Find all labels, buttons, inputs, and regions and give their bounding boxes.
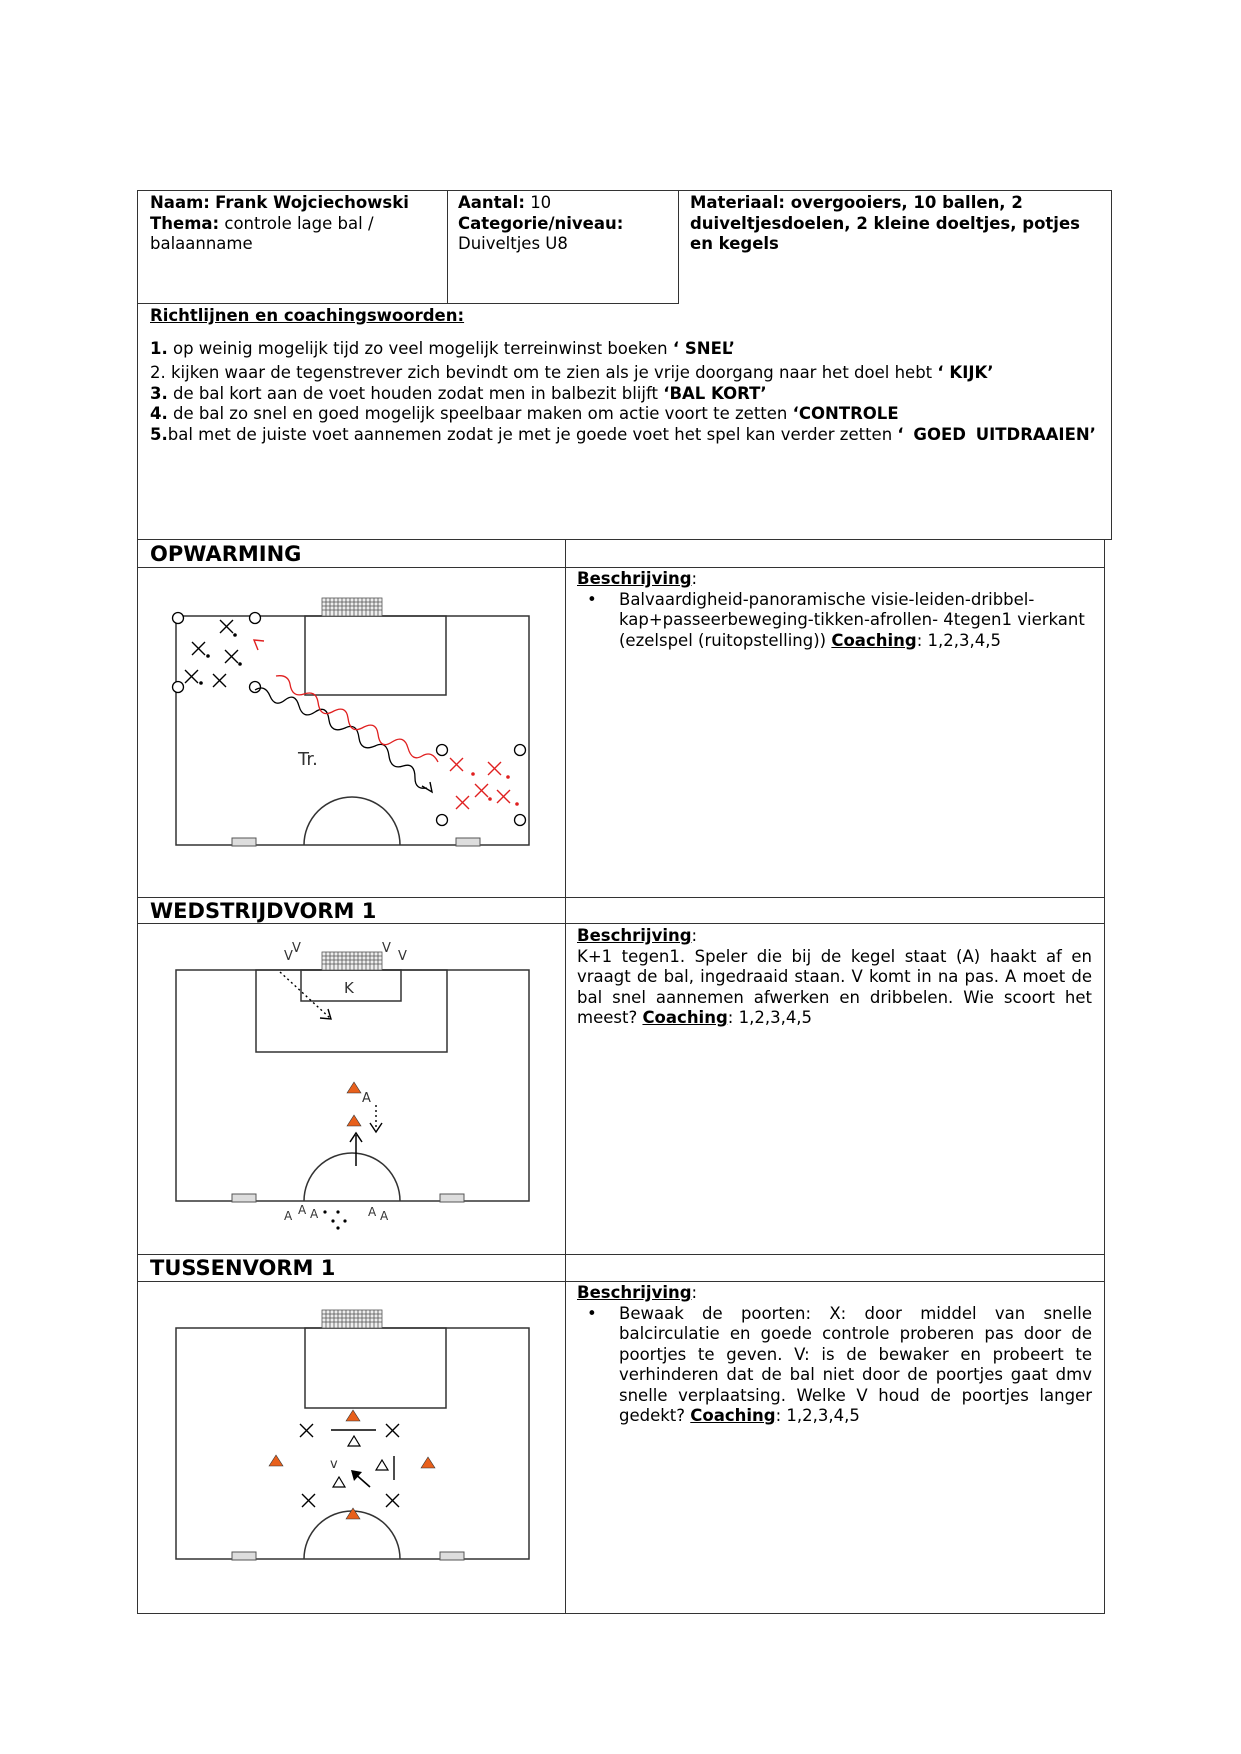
goal-icon [322, 1310, 382, 1328]
small-goal-left [232, 1552, 256, 1560]
categorie-label: Categorie/niveau: [458, 213, 624, 233]
cone-icon [173, 613, 184, 624]
svg-text:A: A [362, 1091, 371, 1106]
cone-icon [437, 815, 448, 826]
cone-icon [437, 745, 448, 756]
section-title-tussenvorm: TUSSENVORM 1 [150, 1256, 336, 1280]
small-goal-right [456, 838, 480, 846]
naam-value: Frank Wojciechowski [215, 193, 409, 212]
materiaal-text: Materiaal: overgooiers, 10 ballen, 2 duiveltjesdoelen, 2 kleine doeltjes, potjes en kegels [690, 193, 1080, 253]
player-x-icon [225, 650, 238, 663]
coaching-label: Coaching [642, 1008, 728, 1027]
player-x-icon [185, 670, 198, 683]
cone-icon [250, 682, 261, 693]
beschrijving-label: Beschrijving [577, 1283, 692, 1302]
small-goal-left [232, 838, 256, 846]
svg-text:A: A [298, 1203, 307, 1217]
pitch-outline [176, 616, 529, 845]
header-aantal-cell [458, 193, 673, 255]
defender-triangle-icon [333, 1477, 345, 1487]
center-circle [304, 1153, 400, 1201]
svg-text:V: V [284, 949, 293, 964]
defender-triangle-icon [348, 1436, 360, 1446]
thema-label: Thema: [150, 213, 220, 233]
svg-text:A: A [380, 1209, 389, 1223]
keeper-label: K [344, 979, 354, 997]
thema-value: controle lage bal / balaanname [150, 213, 374, 253]
goal-icon [322, 952, 382, 970]
beschrijving-label: Beschrijving [577, 926, 692, 945]
cone-marker-icon [347, 1115, 361, 1126]
tussenvorm-diagram [170, 1286, 540, 1586]
guidelines-title: Richtlijnen en coachingswoorden: [150, 306, 465, 325]
guideline-2: 2. kijken waar de tegenstrever zich bevindt om te zien als je vrije doorgang naar het doel hebt ‘ KIJK’ [150, 363, 994, 382]
dribble-path-black [255, 688, 427, 788]
small-goal-right [440, 1194, 464, 1202]
guideline-5: 5.bal met de juiste voet aannemen zodat je met je goede voet het spel kan verder zetten ‘ GOED UITDRAAIEN’ [150, 424, 1096, 444]
svg-text:A: A [368, 1205, 377, 1219]
guideline-4: 4. de bal zo snel en goed mogelijk speelbaar maken om actie voort te zetten ‘CONTROLE [150, 404, 899, 423]
small-goal-right [440, 1552, 464, 1560]
coaching-label: Coaching [831, 630, 917, 650]
beschrijving-label: Beschrijving [577, 569, 692, 588]
penalty-box [305, 616, 446, 695]
center-circle [304, 797, 400, 845]
goal-icon [322, 598, 382, 616]
cone-marker-icon [346, 1410, 360, 1421]
wedstrijdvorm-diagram [170, 930, 540, 1250]
player-x-icon [302, 1494, 315, 1507]
trainer-label: Tr. [298, 749, 318, 770]
aantal-label: Aantal: [458, 193, 525, 212]
player-x-icon [213, 674, 226, 687]
defender-triangle-icon [376, 1460, 388, 1470]
penalty-box [305, 1328, 446, 1408]
guideline-3: 3. de bal kort aan de voet houden zodat men in balbezit blijft ‘BAL KORT’ [150, 383, 767, 403]
tussenvorm-description: Beschrijving: • Bewaak de poorten: X: door middel van snelle balcirculatie en goede controle proberen pas door de poortjes te geven. V: is de bewaker en probeert te verhinderen dat de bal niet door de poortjes gaat dmv snelle verplaatsing. Welke V houd de poortjes langer gedekt? Coaching: 1,2,3,4,5 [577, 1283, 1092, 1427]
header-naam-cell [150, 193, 440, 255]
coaching-label: Coaching [690, 1406, 776, 1425]
aantal-value: 10 [530, 193, 552, 212]
small-goal-left [232, 1194, 256, 1202]
svg-text:A: A [310, 1207, 319, 1221]
guidelines-block [150, 306, 1102, 445]
cone-marker-icon [421, 1457, 435, 1468]
cone-marker-icon [347, 1082, 361, 1093]
svg-text:V: V [398, 949, 407, 964]
svg-text:v: v [330, 1457, 338, 1472]
svg-text:V: V [292, 941, 301, 956]
naam-label: Naam: [150, 193, 210, 212]
opwarming-description: Beschrijving: • Balvaardigheid-panoramische visie-leiden-dribbel-kap+passeerbeweging-tikken-afrollen- 4tegen1 vierkant (ezelspel (ruitopstelling)) Coaching: 1,2,3,4,5 [577, 569, 1092, 651]
guideline-1: 1. op weinig mogelijk tijd zo veel mogelijk terreinwinst boeken ‘ SNEL’ [150, 338, 735, 358]
player-x-icon [386, 1494, 399, 1507]
player-x-red-icon [488, 762, 501, 775]
pass-arrow-dotted [280, 972, 330, 1018]
player-x-icon [386, 1424, 399, 1437]
player-x-red-icon [475, 784, 488, 797]
cone-icon [173, 682, 184, 693]
svg-text:V: V [382, 941, 391, 956]
player-x-icon [220, 620, 233, 633]
section-title-opwarming: OPWARMING [150, 542, 302, 566]
player-x-icon [300, 1424, 313, 1437]
wedstrijdvorm-description: Beschrijving: K+1 tegen1. Speler die bij de kegel staat (A) haakt af en vraagt de bal, ingedraaid staan. V komt in na pas. A moet de bal snel aannemen afwerken en dribbelen. Wie scoort het meest? Coaching: 1,2,3,4,5 [577, 926, 1092, 1027]
cone-marker-icon [269, 1455, 283, 1466]
player-x-red-icon [456, 796, 469, 809]
cone-icon [515, 815, 526, 826]
cone-icon [515, 745, 526, 756]
opwarming-diagram [170, 590, 540, 860]
section-title-wedstrijdvorm: WEDSTRIJDVORM 1 [150, 899, 377, 923]
categorie-value: Duiveltjes U8 [458, 234, 568, 253]
player-x-icon [192, 642, 205, 655]
player-x-red-icon [450, 758, 463, 771]
player-x-red-icon [497, 790, 510, 803]
svg-text:A: A [284, 1209, 293, 1223]
cone-marker-icon [346, 1508, 360, 1519]
cone-icon [250, 613, 261, 624]
